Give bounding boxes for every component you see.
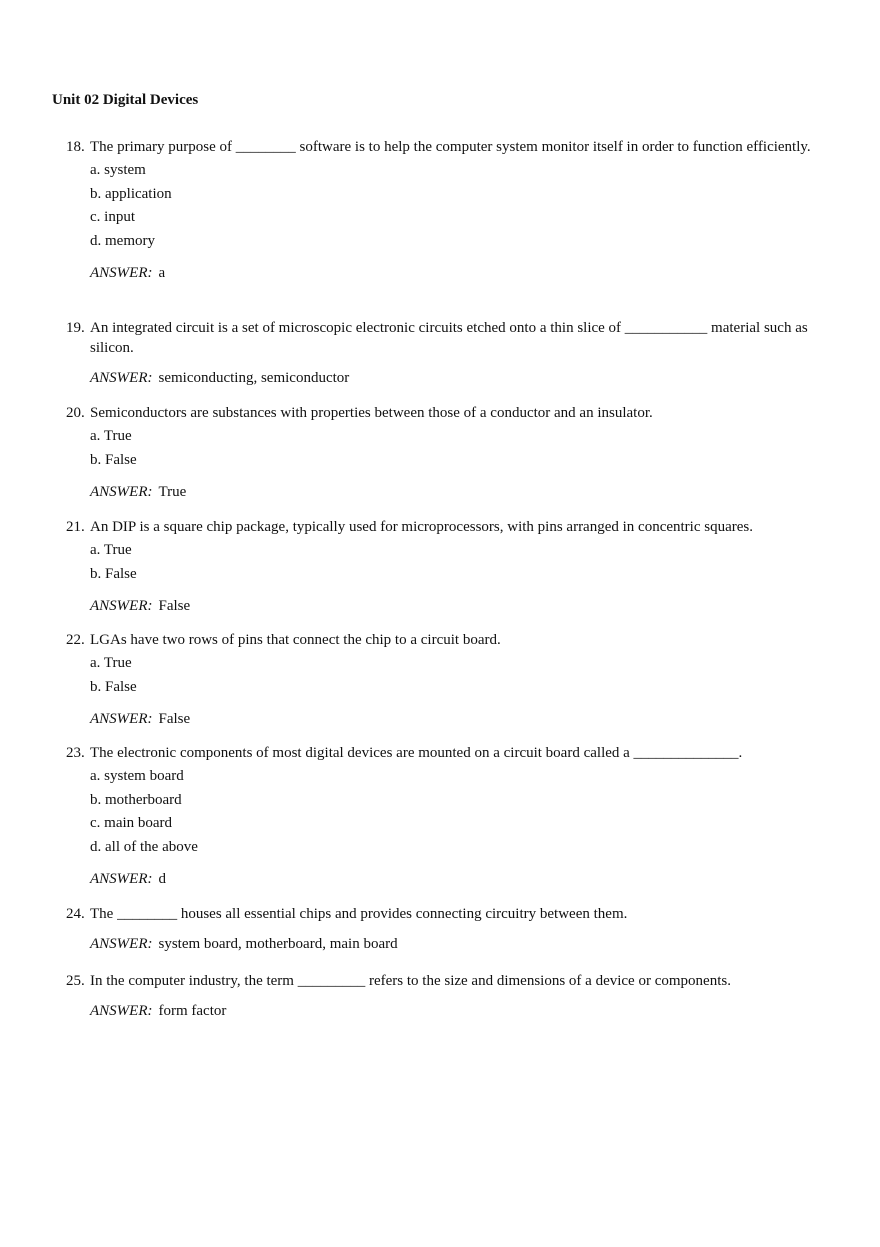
option-item: b. motherboard — [90, 791, 182, 808]
question-number: 18. — [66, 139, 85, 155]
answer-value: form factor — [158, 1003, 227, 1019]
answer-value: d — [158, 871, 166, 887]
answer-label: ANSWER: — [90, 484, 153, 500]
options-list — [90, 159, 816, 253]
question-stem — [66, 403, 816, 423]
answer-value: semiconducting, semiconductor — [158, 370, 350, 386]
options-list — [90, 765, 816, 859]
question-text: The ________ houses all essential chips and provides connecting circuitry between them. — [90, 906, 628, 922]
option-item: a. True — [90, 655, 132, 671]
options-list — [90, 539, 816, 586]
question-number: 21. — [66, 519, 85, 535]
option-item: a. True — [90, 542, 132, 558]
option-item: b. False — [90, 565, 137, 582]
answer-line — [90, 596, 816, 616]
option-item: c. input — [90, 209, 135, 225]
question-number: 24. — [66, 906, 85, 922]
answer-label: ANSWER: — [90, 711, 153, 727]
answer-label: ANSWER: — [90, 598, 153, 614]
answer-value: a — [158, 265, 166, 281]
question-22 — [66, 630, 816, 729]
answer-label: ANSWER: — [90, 265, 153, 281]
question-25 — [66, 971, 816, 1021]
question-text: The primary purpose of ________ software is to help the computer system monitor itself in order to function efficiently. — [90, 139, 811, 155]
question-24 — [66, 904, 816, 954]
unit-title: Unit 02 Digital Devices — [52, 92, 199, 108]
answer-line — [90, 1001, 816, 1021]
option-item: b. False — [90, 451, 137, 468]
question-text: LGAs have two rows of pins that connect the chip to a circuit board. — [90, 632, 501, 648]
option-item: b. False — [90, 678, 137, 695]
option-item: a. True — [90, 428, 132, 444]
answer-line — [90, 482, 816, 502]
answer-value: False — [158, 711, 191, 727]
question-23 — [66, 743, 816, 889]
answer-line — [90, 709, 816, 729]
question-19 — [66, 318, 816, 388]
answer-value: True — [158, 484, 187, 500]
option-item: b. application — [90, 185, 172, 202]
answer-label: ANSWER: — [90, 1003, 153, 1019]
question-stem — [66, 318, 816, 358]
answer-label: ANSWER: — [90, 936, 153, 952]
question-21 — [66, 517, 816, 616]
answer-label: ANSWER: — [90, 871, 153, 887]
question-stem — [66, 137, 816, 157]
question-stem — [66, 630, 816, 650]
question-number: 19. — [66, 320, 85, 336]
question-text: Semiconductors are substances with properties between those of a conductor and an insulator. — [90, 405, 653, 421]
question-20 — [66, 403, 816, 502]
question-text: An DIP is a square chip package, typically used for microprocessors, with pins arranged in concentric squares. — [90, 519, 753, 535]
answer-line — [90, 934, 816, 954]
answer-label: ANSWER: — [90, 370, 153, 386]
question-number: 23. — [66, 745, 85, 761]
answer-line — [90, 263, 816, 283]
answer-line — [90, 368, 816, 388]
option-item: a. system — [90, 162, 146, 178]
option-item: d. memory — [90, 232, 155, 249]
option-item: c. main board — [90, 815, 173, 831]
options-list — [90, 652, 816, 699]
question-text: In the computer industry, the term _________ refers to the size and dimensions of a device or components. — [90, 973, 731, 989]
question-number: 22. — [66, 632, 85, 648]
options-list — [90, 425, 816, 472]
option-item: d. all of the above — [90, 838, 198, 855]
answer-line — [90, 869, 816, 889]
question-number: 20. — [66, 405, 85, 421]
question-stem — [66, 904, 816, 924]
question-18 — [66, 137, 816, 283]
answer-value: False — [158, 598, 191, 614]
question-stem — [66, 517, 816, 537]
question-text: The electronic components of most digital devices are mounted on a circuit board called a ______________. — [90, 745, 743, 761]
question-stem — [66, 971, 816, 991]
answer-value: system board, motherboard, main board — [158, 936, 398, 952]
question-number: 25. — [66, 973, 85, 989]
option-item: a. system board — [90, 768, 184, 784]
question-stem — [66, 743, 816, 763]
question-text: An integrated circuit is a set of microscopic electronic circuits etched onto a thin slice of ___________ material such as silicon. — [90, 320, 808, 356]
